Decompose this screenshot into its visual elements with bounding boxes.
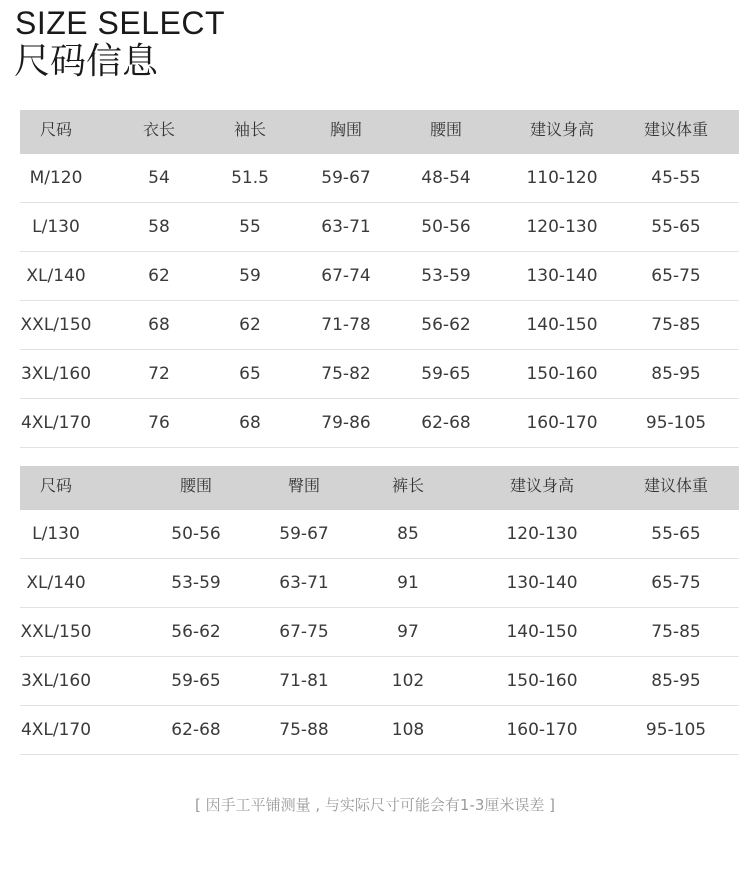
table-cell: L/130	[32, 524, 80, 544]
header-cell: 裤长	[391, 476, 425, 495]
header-cell: 建议体重	[643, 120, 709, 139]
table-row	[20, 399, 739, 448]
header-cell: 腰围	[179, 476, 213, 495]
table-cell: 55	[239, 217, 261, 237]
table-cell: XL/140	[26, 266, 86, 286]
pants-size-table	[20, 466, 739, 755]
table-cell: 63-71	[279, 573, 329, 593]
table-cell: 85-95	[651, 364, 701, 384]
table-cell: 67-74	[321, 266, 371, 286]
table-cell: 110-120	[526, 168, 598, 188]
table-cell: 140-150	[506, 622, 578, 642]
table-cell: 48-54	[421, 168, 471, 188]
table-cell: 51.5	[231, 168, 269, 188]
table-cell: 150-160	[506, 671, 578, 691]
table-cell: 97	[397, 622, 419, 642]
table-row	[20, 203, 739, 252]
table-header	[20, 466, 739, 510]
title-english: SIZE SELECT	[15, 5, 225, 41]
table-cell: 160-170	[506, 720, 578, 740]
table-cell: 3XL/160	[20, 671, 92, 691]
table-cell: 140-150	[526, 315, 598, 335]
table-cell: 160-170	[526, 413, 598, 433]
table-row	[20, 252, 739, 301]
table-cell: 120-130	[526, 217, 598, 237]
table-cell: 130-140	[526, 266, 598, 286]
table-cell: XXL/150	[20, 315, 92, 335]
table-cell: 56-62	[421, 315, 471, 335]
table-cell: 71-78	[321, 315, 371, 335]
header-cell: 尺码	[39, 476, 73, 495]
table-cell: 63-71	[321, 217, 371, 237]
table-cell: 150-160	[526, 364, 598, 384]
table-cell: 72	[148, 364, 170, 384]
table-cell: 59	[239, 266, 261, 286]
header-cell: 衣长	[142, 120, 176, 139]
table-row	[20, 350, 739, 399]
table-cell: 67-75	[279, 622, 329, 642]
table-row	[20, 608, 739, 657]
table-cell: 75-88	[279, 720, 329, 740]
table-cell: 65-75	[651, 573, 701, 593]
table-cell: 56-62	[171, 622, 221, 642]
table-cell: 75-85	[651, 315, 701, 335]
table-cell: 59-65	[171, 671, 221, 691]
table-cell: 85	[397, 524, 419, 544]
header-cell: 建议身高	[529, 120, 595, 139]
table-cell: 4XL/170	[20, 413, 92, 433]
table-cell: 68	[239, 413, 261, 433]
table-cell: 68	[148, 315, 170, 335]
header-cell: 尺码	[39, 120, 73, 139]
table-cell: 71-81	[279, 671, 329, 691]
table-row	[20, 301, 739, 350]
header-cell: 袖长	[233, 120, 267, 139]
table-cell: 62-68	[421, 413, 471, 433]
table-cell: 55-65	[651, 217, 701, 237]
table-cell: 62	[148, 266, 170, 286]
table-cell: M/120	[29, 168, 83, 188]
table-cell: 130-140	[506, 573, 578, 593]
table-cell: 108	[391, 720, 425, 740]
table-cell: 53-59	[421, 266, 471, 286]
table-cell: 65-75	[651, 266, 701, 286]
header-cell: 建议身高	[509, 476, 575, 495]
table-cell: 95-105	[645, 413, 707, 433]
header-cell: 腰围	[429, 120, 463, 139]
table-cell: 59-67	[321, 168, 371, 188]
top-size-table	[20, 110, 739, 448]
table-cell: 62	[239, 315, 261, 335]
table-cell: XXL/150	[20, 622, 92, 642]
table-cell: XL/140	[26, 573, 86, 593]
table-cell: 50-56	[171, 524, 221, 544]
table-cell: 76	[148, 413, 170, 433]
table-cell: 54	[148, 168, 170, 188]
table-cell: 102	[391, 671, 425, 691]
table-cell: 59-65	[421, 364, 471, 384]
table-cell: 75-82	[321, 364, 371, 384]
table-cell: 95-105	[645, 720, 707, 740]
title-chinese: 尺码信息	[14, 41, 159, 82]
table-cell: 58	[148, 217, 170, 237]
table-row	[20, 154, 739, 203]
table-cell: 55-65	[651, 524, 701, 544]
table-cell: 91	[397, 573, 419, 593]
measurement-note: [ 因手工平铺测量 , 与实际尺寸可能会有1-3厘米误差 ]	[194, 796, 556, 814]
table-cell: L/130	[32, 217, 80, 237]
table-row	[20, 657, 739, 706]
table-row	[20, 706, 739, 755]
table-cell: 75-85	[651, 622, 701, 642]
header-cell: 胸围	[329, 120, 363, 139]
table-cell: 3XL/160	[20, 364, 92, 384]
header-cell: 建议体重	[643, 476, 709, 495]
table-cell: 50-56	[421, 217, 471, 237]
table-cell: 65	[239, 364, 261, 384]
table-cell: 62-68	[171, 720, 221, 740]
table-cell: 79-86	[321, 413, 371, 433]
table-cell: 53-59	[171, 573, 221, 593]
table-row	[20, 510, 739, 559]
table-cell: 45-55	[651, 168, 701, 188]
table-cell: 120-130	[506, 524, 578, 544]
table-cell: 59-67	[279, 524, 329, 544]
table-cell: 85-95	[651, 671, 701, 691]
table-row	[20, 559, 739, 608]
table-cell: 4XL/170	[20, 720, 92, 740]
table-header	[20, 110, 739, 154]
header-cell: 臀围	[287, 476, 321, 495]
